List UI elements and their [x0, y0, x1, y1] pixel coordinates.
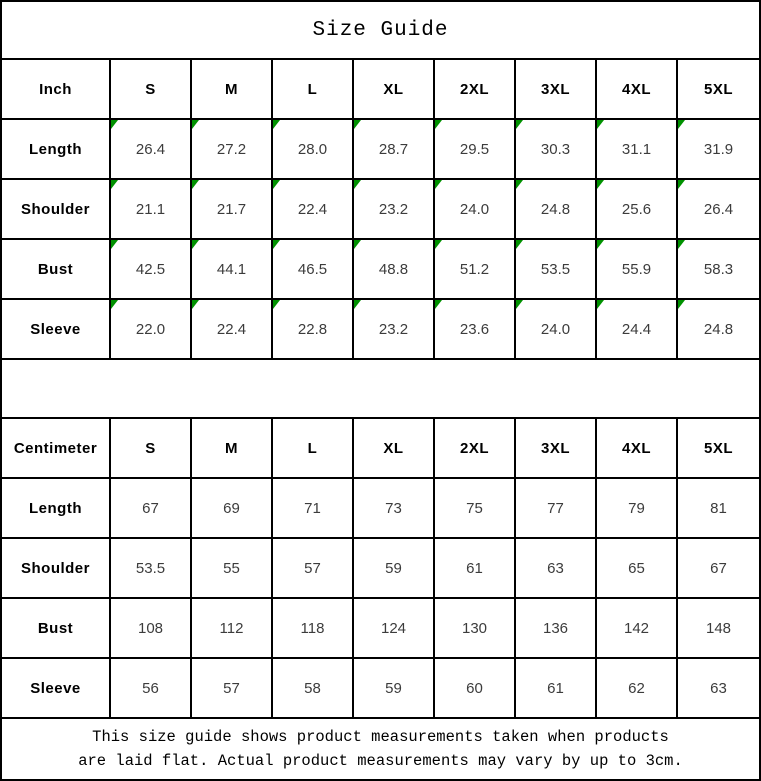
measurement-value-cell: 124 [354, 599, 435, 659]
measurement-value-cell: 44.1 [192, 240, 273, 300]
measurement-value-cell: 59 [354, 539, 435, 599]
size-header-cell: 3XL [516, 419, 597, 479]
measurement-label-cell: Bust [2, 240, 111, 300]
measurement-value-cell: 46.5 [273, 240, 354, 300]
measurement-value-cell: 148 [678, 599, 759, 659]
measurement-value-cell: 63 [678, 659, 759, 719]
measurement-label-cell: Bust [2, 599, 111, 659]
measurement-value-cell: 53.5 [516, 240, 597, 300]
measurement-value-cell: 24.0 [516, 300, 597, 360]
footer-note-line1: This size guide shows product measurements taken when products [92, 727, 669, 746]
measurement-value-cell: 23.6 [435, 300, 516, 360]
measurement-label-cell: Length [2, 479, 111, 539]
size-header-cell: S [111, 60, 192, 120]
measurement-label-cell: Shoulder [2, 180, 111, 240]
size-header-cell: 2XL [435, 419, 516, 479]
measurement-value-cell: 62 [597, 659, 678, 719]
size-header-cell: 2XL [435, 60, 516, 120]
measurement-value-cell: 24.8 [516, 180, 597, 240]
measurement-value-cell: 71 [273, 479, 354, 539]
unit-header-cell-centimeter: Centimeter [2, 419, 111, 479]
measurement-value-cell: 24.4 [597, 300, 678, 360]
measurement-value-cell: 28.7 [354, 120, 435, 180]
measurement-value-cell: 61 [516, 659, 597, 719]
measurement-label-cell: Sleeve [2, 659, 111, 719]
measurement-value-cell: 73 [354, 479, 435, 539]
measurement-value-cell: 77 [516, 479, 597, 539]
measurement-value-cell: 22.4 [192, 300, 273, 360]
measurement-value-cell: 63 [516, 539, 597, 599]
measurement-value-cell: 25.6 [597, 180, 678, 240]
size-header-cell: 5XL [678, 60, 759, 120]
measurement-value-cell: 51.2 [435, 240, 516, 300]
measurement-value-cell: 28.0 [273, 120, 354, 180]
measurement-value-cell: 29.5 [435, 120, 516, 180]
measurement-value-cell: 56 [111, 659, 192, 719]
size-header-cell: 4XL [597, 60, 678, 120]
size-header-cell: 4XL [597, 419, 678, 479]
measurement-value-cell: 130 [435, 599, 516, 659]
measurement-value-cell: 31.9 [678, 120, 759, 180]
spacer-row [2, 360, 759, 419]
measurement-value-cell: 22.4 [273, 180, 354, 240]
size-guide-title: Size Guide [2, 2, 759, 60]
measurement-value-cell: 42.5 [111, 240, 192, 300]
measurement-value-cell: 57 [192, 659, 273, 719]
measurement-value-cell: 23.2 [354, 180, 435, 240]
size-header-cell: L [273, 419, 354, 479]
measurement-value-cell: 67 [678, 539, 759, 599]
measurement-label-cell: Sleeve [2, 300, 111, 360]
measurement-value-cell: 30.3 [516, 120, 597, 180]
measurement-value-cell: 61 [435, 539, 516, 599]
size-header-cell: XL [354, 60, 435, 120]
measurement-value-cell: 21.7 [192, 180, 273, 240]
measurement-value-cell: 67 [111, 479, 192, 539]
measurement-value-cell: 24.0 [435, 180, 516, 240]
size-header-cell: L [273, 60, 354, 120]
measurement-value-cell: 112 [192, 599, 273, 659]
measurement-value-cell: 26.4 [111, 120, 192, 180]
size-header-cell: S [111, 419, 192, 479]
measurement-value-cell: 79 [597, 479, 678, 539]
measurement-value-cell: 26.4 [678, 180, 759, 240]
size-header-cell: 5XL [678, 419, 759, 479]
size-header-cell: XL [354, 419, 435, 479]
measurement-value-cell: 75 [435, 479, 516, 539]
measurement-value-cell: 23.2 [354, 300, 435, 360]
measurement-value-cell: 136 [516, 599, 597, 659]
measurement-value-cell: 57 [273, 539, 354, 599]
measurement-value-cell: 53.5 [111, 539, 192, 599]
size-header-cell: M [192, 419, 273, 479]
measurement-value-cell: 24.8 [678, 300, 759, 360]
measurement-value-cell: 65 [597, 539, 678, 599]
measurement-value-cell: 22.0 [111, 300, 192, 360]
measurement-value-cell: 21.1 [111, 180, 192, 240]
measurement-label-cell: Shoulder [2, 539, 111, 599]
measurement-value-cell: 59 [354, 659, 435, 719]
measurement-value-cell: 81 [678, 479, 759, 539]
unit-header-cell-inch: Inch [2, 60, 111, 120]
measurement-value-cell: 108 [111, 599, 192, 659]
measurement-value-cell: 58.3 [678, 240, 759, 300]
footer-note [2, 719, 759, 779]
measurement-value-cell: 142 [597, 599, 678, 659]
measurement-value-cell: 22.8 [273, 300, 354, 360]
measurement-value-cell: 27.2 [192, 120, 273, 180]
measurement-value-cell: 58 [273, 659, 354, 719]
measurement-value-cell: 48.8 [354, 240, 435, 300]
size-header-cell: 3XL [516, 60, 597, 120]
measurement-value-cell: 31.1 [597, 120, 678, 180]
measurement-value-cell: 55 [192, 539, 273, 599]
measurement-value-cell: 60 [435, 659, 516, 719]
footer-note-line2: are laid flat. Actual product measurements may vary by up to 3cm. [78, 752, 683, 770]
measurement-value-cell: 69 [192, 479, 273, 539]
size-header-cell: M [192, 60, 273, 120]
measurement-value-cell: 55.9 [597, 240, 678, 300]
measurement-value-cell: 118 [273, 599, 354, 659]
measurement-label-cell: Length [2, 120, 111, 180]
